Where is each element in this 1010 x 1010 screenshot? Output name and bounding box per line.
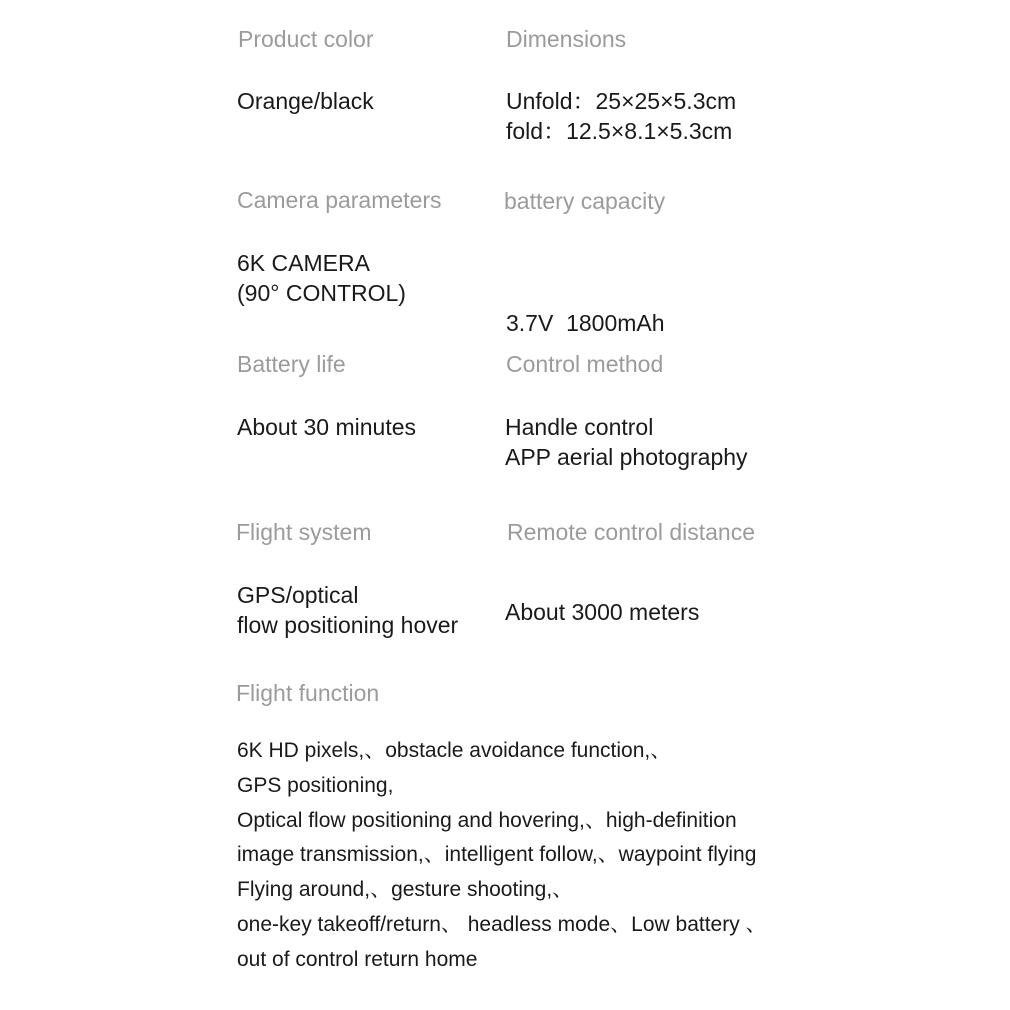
- flight-function-line: 6K HD pixels,、obstacle avoidance function,、: [237, 739, 672, 762]
- flight-system-line-2: flow positioning hover: [237, 612, 459, 638]
- remote-control-distance-value: [505, 597, 699, 627]
- flight-system-line-1: GPS/optical: [237, 582, 359, 608]
- flight-system-label: Flight system: [236, 519, 372, 545]
- product-color-value: [237, 86, 374, 116]
- product-color-value-line: Orange/black: [237, 88, 374, 114]
- battery-capacity-label: battery capacity: [504, 188, 666, 214]
- dimensions-value: [506, 86, 736, 146]
- flight-system-value: [237, 580, 458, 640]
- control-method-line-1: Handle control: [505, 414, 654, 440]
- flight-function-line: Optical flow positioning and hovering,、high-definition: [237, 808, 737, 832]
- flight-function-line: Flying around,、gesture shooting,、: [237, 878, 574, 902]
- battery-life-line: About 30 minutes: [237, 414, 417, 440]
- battery-life-value: [237, 412, 416, 442]
- flight-function-line: out of control return home: [237, 947, 478, 971]
- flight-function-list: [237, 734, 767, 978]
- control-method-value: [505, 412, 748, 472]
- camera-parameters-line-1: 6K CAMERA: [237, 250, 370, 276]
- battery-capacity-line: 3.7V 1800mAh: [506, 310, 665, 336]
- dimensions-fold-line: fold：12.5×8.1×5.3cm: [506, 118, 733, 144]
- product-color-label: Product color: [238, 26, 374, 52]
- camera-parameters-line-2: (90° CONTROL): [237, 280, 406, 306]
- flight-function-line: image transmission,、intelligent follow,、waypoint flying: [237, 843, 757, 867]
- flight-function-label: Flight function: [236, 680, 380, 706]
- battery-life-label: Battery life: [237, 351, 346, 377]
- remote-control-distance-line: About 3000 meters: [505, 599, 700, 625]
- camera-parameters-label: Camera parameters: [237, 187, 442, 213]
- flight-function-line: one-key takeoff/return、 headless mode、Low battery 、: [237, 912, 767, 936]
- dimensions-unfold-line: Unfold：25×25×5.3cm: [506, 88, 737, 114]
- control-method-line-2: APP aerial photography: [505, 444, 748, 470]
- camera-parameters-value: [237, 248, 406, 308]
- remote-control-distance-label: Remote control distance: [507, 519, 756, 545]
- control-method-label: Control method: [506, 351, 664, 377]
- dimensions-label: Dimensions: [506, 26, 627, 52]
- flight-function-line: GPS positioning,: [237, 773, 394, 797]
